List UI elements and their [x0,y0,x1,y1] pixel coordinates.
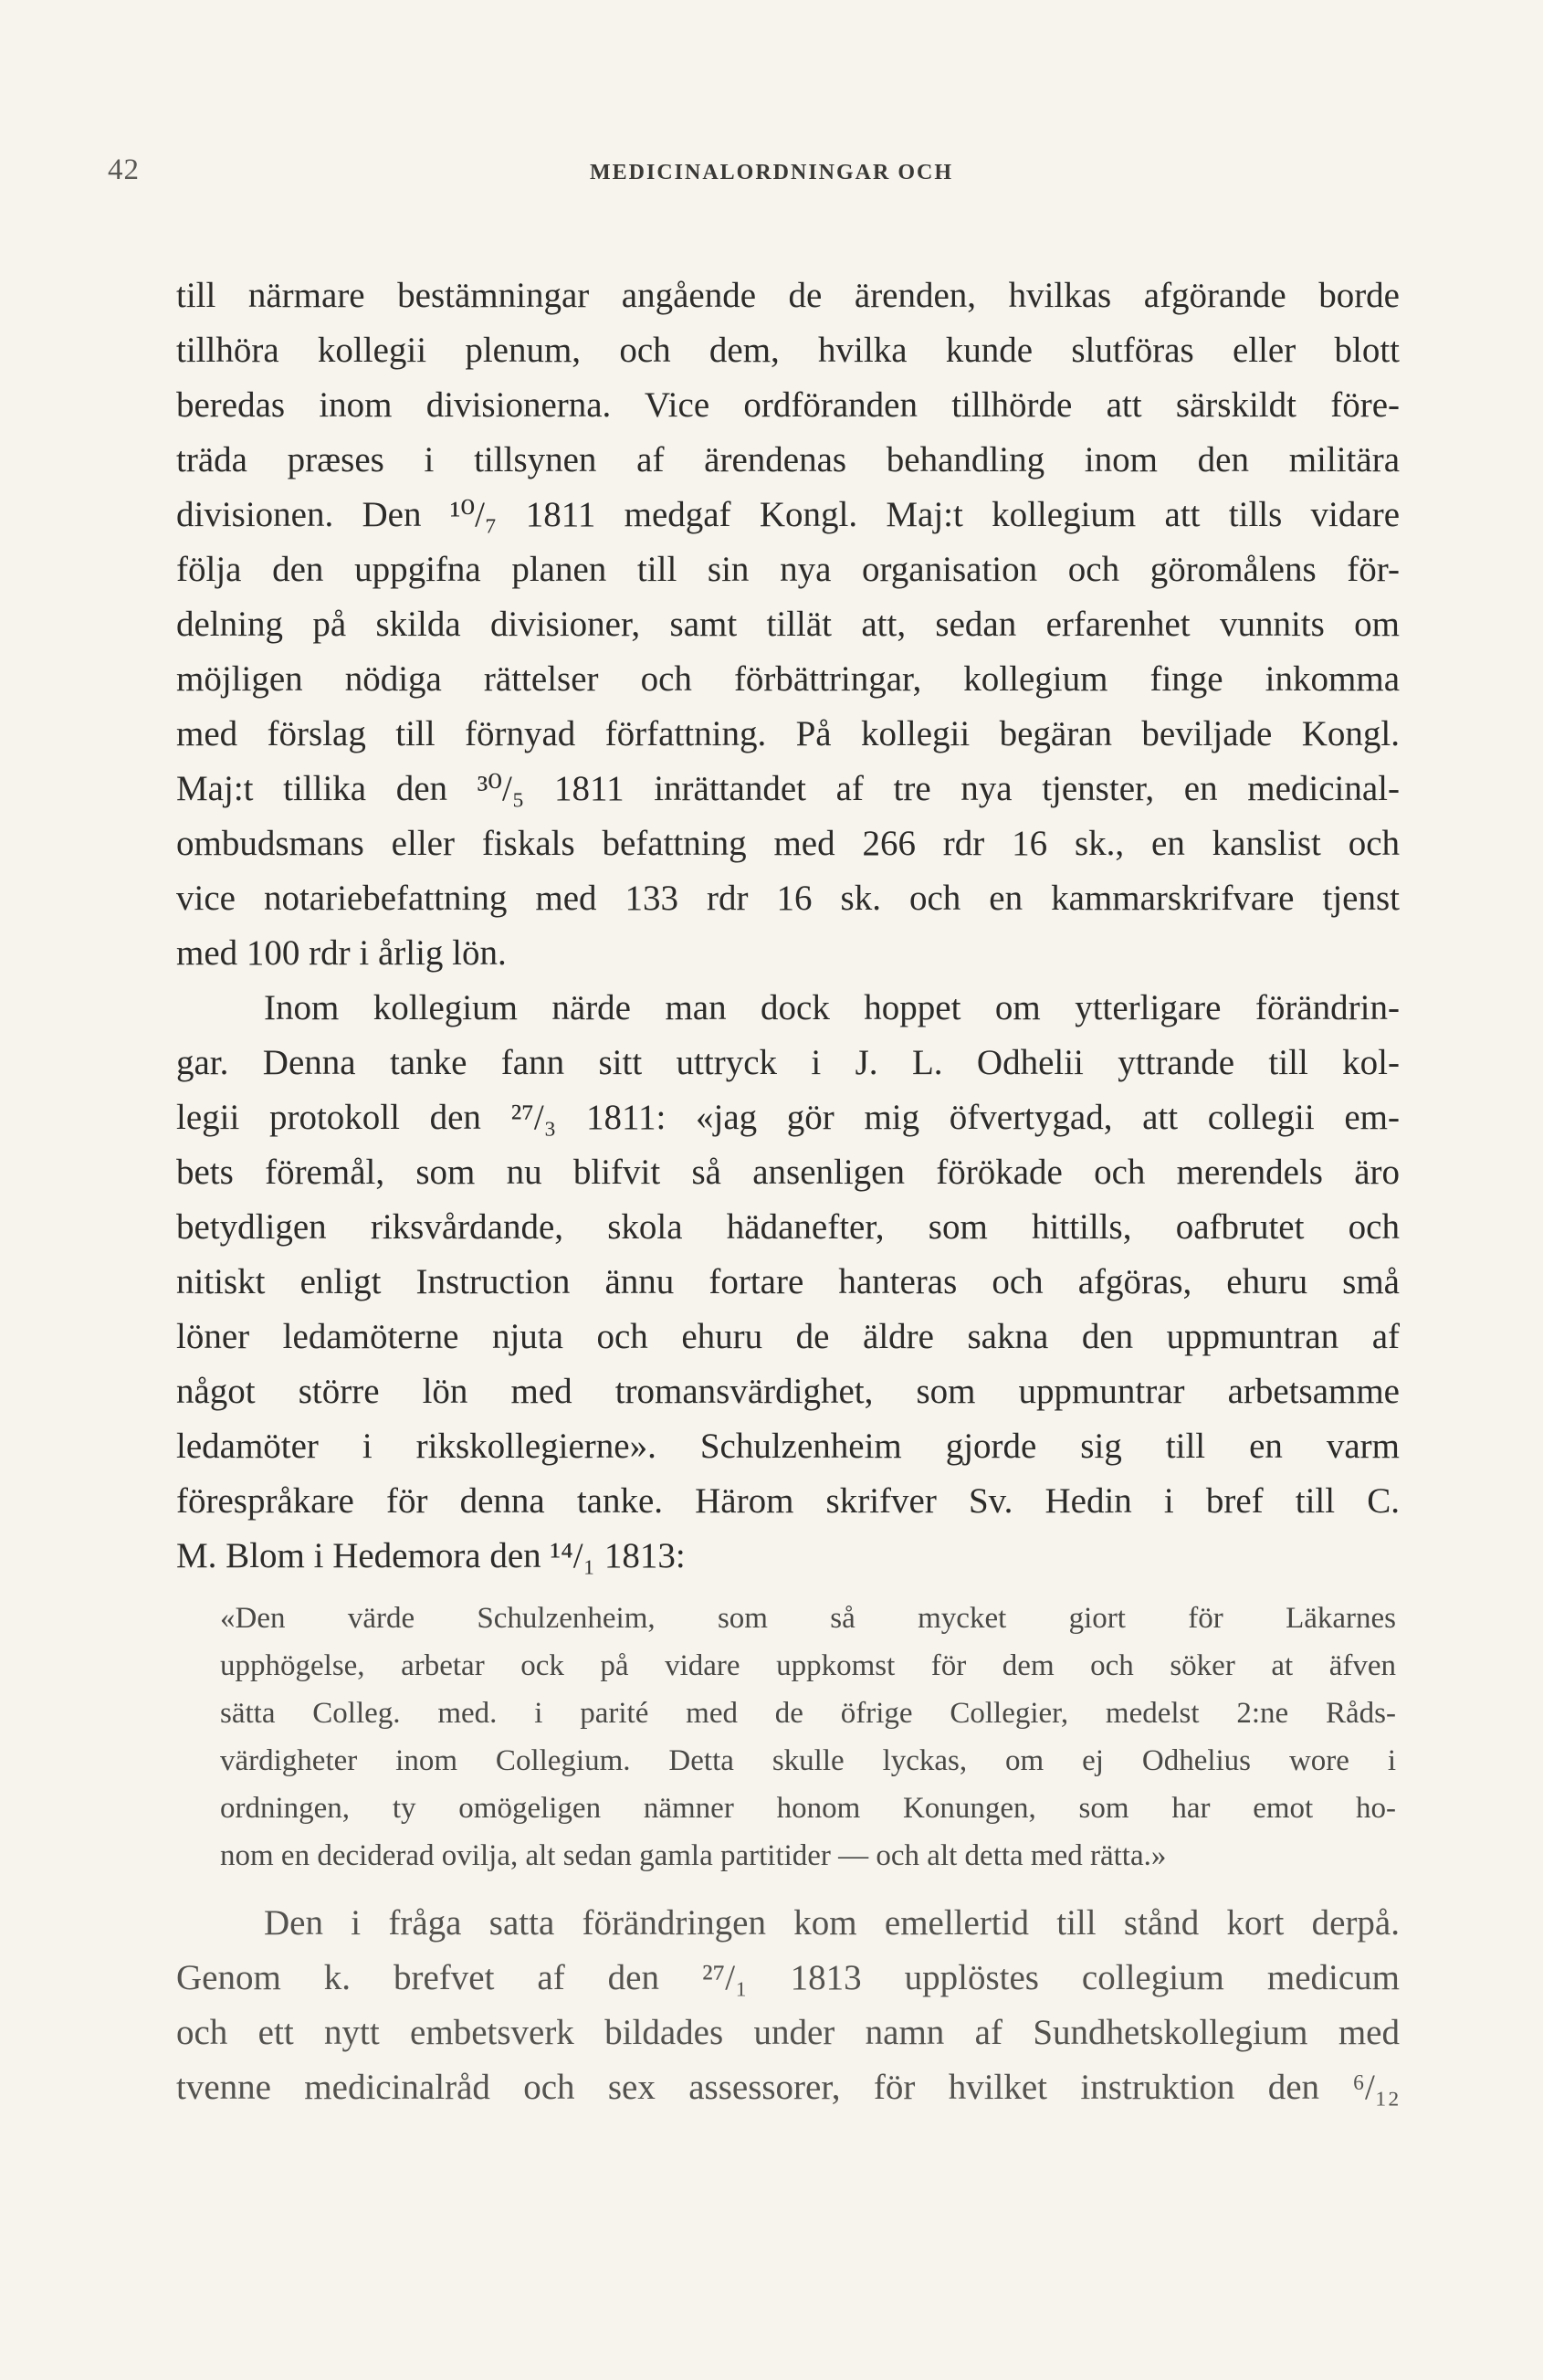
paragraph-1 [176,269,1400,981]
quote-line: nom en deciderad ovilja, alt sedan gamla partitider — och alt detta med rätta.» [220,1839,1167,1872]
page-number: 42 [108,153,140,186]
body-line: vice notariebefattning med 133 rdr 16 sk. och en kammarskrifvare tjenst [176,879,1400,918]
body-line: beredas inom divisionerna. Vice ordföranden tillhörde att särskildt före- [176,385,1400,425]
body-line: träda præses i tillsynen af ärendenas behandling inom den militära [176,440,1400,479]
body-line: Den i fråga satta förändringen kom emellertid till stånd kort derpå. [264,1903,1400,1943]
body-line: Inom kollegium närde man dock hoppet om ytterligare förändrin- [264,988,1400,1027]
body-line: något större lön med tromansvärdighet, som uppmuntrar arbetsamme [176,1372,1400,1411]
paragraph-3 [176,1896,1400,2115]
body-line: Maj:t tillika den ³⁰/₅ 1811 inrättandet af tre nya tjenster, en medicinal- [176,769,1400,808]
body-line: tillhöra kollegii plenum, och dem, hvilka kunde slutföras eller blott [176,331,1400,370]
body-line: divisionen. Den ¹⁰/₇ 1811 medgaf Kongl. Maj:t kollegium att tills vidare [176,495,1400,534]
body-line: möjligen nödiga rättelser och förbättringar, kollegium finge inkomma [176,659,1400,699]
body-line: gar. Denna tanke fann sitt uttryck i J. L. Odhelii yttrande till kol- [176,1043,1400,1082]
quote-line: värdigheter inom Collegium. Detta skulle lyckas, om ej Odhelius wore i [220,1744,1396,1777]
body-line: bets föremål, som nu blifvit så ansenligen förökade och merendels äro [176,1153,1400,1192]
body-line: M. Blom i Hedemora den ¹⁴/₁ 1813: [176,1536,686,1575]
body-line: till närmare bestämningar angående de ärenden, hvilkas afgörande borde [176,276,1400,315]
body-line: ledamöter i rikskollegierne». Schulzenheim gjorde sig till en varm [176,1427,1400,1466]
paragraph-gap [176,1880,1400,1896]
page-body [176,269,1400,2115]
body-line: förespråkare för denna tanke. Härom skrifver Sv. Hedin i bref till C. [176,1481,1400,1521]
body-line: Genom k. brefvet af den ²⁷/₁ 1813 upplöstes collegium medicum [176,1958,1400,1997]
block-quote [220,1595,1396,1880]
quote-line: sätta Colleg. med. i parité med de öfrige Collegier, medelst 2:ne Råds- [220,1697,1396,1730]
body-line: följa den uppgifna planen till sin nya organisation och göromålens för- [176,550,1400,589]
paragraph-2 [176,981,1400,1584]
running-title: MEDICINALORDNINGAR OCH [589,161,953,184]
body-line: ombudsmans eller fiskals befattning med 266 rdr 16 sk., en kanslist och [176,824,1400,863]
body-line: med 100 rdr i årlig lön. [176,933,507,973]
body-line: nitiskt enligt Instruction ännu fortare hanteras och afgöras, ehuru små [176,1262,1400,1301]
body-line: betydligen riksvårdande, skola hädanefter, som hittills, oafbrutet och [176,1207,1400,1247]
quote-line: «Den värde Schulzenheim, som så mycket giort för Läkarnes [220,1602,1396,1635]
body-line: med förslag till förnyad författning. På kollegii begäran beviljade Kongl. [176,714,1400,753]
body-line: legii protokoll den ²⁷/₃ 1811: «jag gör mig öfvertygad, att collegii em- [176,1098,1400,1137]
quote-line: upphögelse, arbetar ock på vidare uppkomst för dem och söker at äfven [220,1649,1396,1682]
body-line: delning på skilda divisioner, samt tillät att, sedan erfarenhet vunnits om [176,605,1400,644]
body-line: tvenne medicinalråd och sex assessorer, för hvilket instruktion den ⁶/₁₂ [176,2068,1400,2107]
body-line: och ett nytt embetsverk bildades under namn af Sundhetskollegium med [176,2013,1400,2052]
quote-line: ordningen, ty omögeligen nämner honom Konungen, som har emot ho- [220,1792,1396,1825]
body-line: löner ledamöterne njuta och ehuru de äldre sakna den uppmuntran af [176,1317,1400,1356]
